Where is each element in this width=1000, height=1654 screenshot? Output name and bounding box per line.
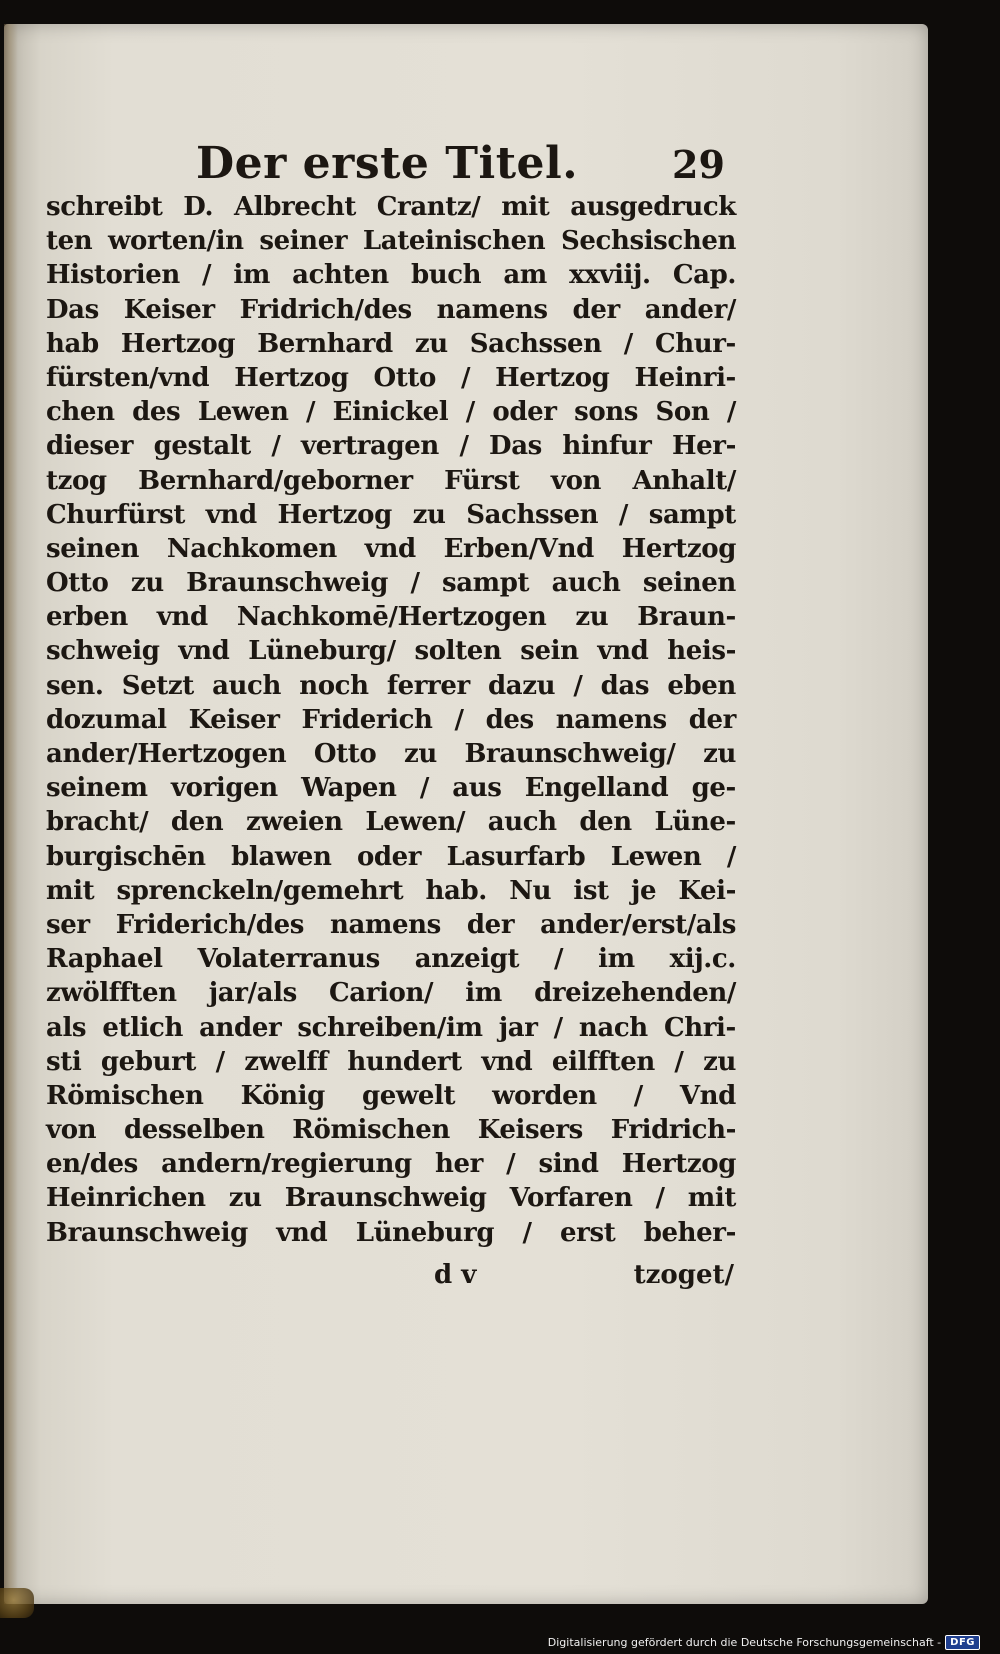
body-text — [46, 190, 736, 1250]
text-line: schweig vnd Lüneburg/ solten sein vnd heis- — [46, 636, 736, 667]
text-line: von desselben Römischen Keisers Fridrich- — [46, 1115, 736, 1146]
running-head: Der erste Titel. — [196, 138, 579, 189]
catchword: tzoget/ — [633, 1259, 734, 1290]
text-line: als etlich ander schreiben/im jar / nach Chri- — [46, 1012, 736, 1043]
text-line: Churfürst vnd Hertzog zu Sachssen / sampt — [46, 499, 736, 530]
attribution-bar — [548, 1632, 980, 1652]
text-line: fürsten/vnd Hertzog Otto / Hertzog Heinri- — [46, 362, 736, 393]
text-line: Braunschweig vnd Lüneburg / erst beher- — [46, 1217, 736, 1248]
text-line: Heinrichen zu Braunschweig Vorfaren / mit — [46, 1183, 736, 1214]
text-line: erben vnd Nachkomē/Hertzogen zu Braun- — [46, 602, 736, 633]
text-line: tzog Bernhard/geborner Fürst von Anhalt/ — [46, 465, 736, 496]
text-line: Otto zu Braunschweig / sampt auch seinen — [46, 568, 736, 599]
text-line: schreibt D. Albrecht Crantz/ mit ausgedruck — [46, 192, 736, 222]
text-line: burgischēn blawen oder Lasurfarb Lewen / — [46, 841, 736, 872]
text-line: hab Hertzog Bernhard zu Sachssen / Chur- — [46, 328, 736, 359]
text-line: seinem vorigen Wapen / aus Engelland ge- — [46, 773, 736, 804]
text-line: dozumal Keiser Friderich / des namens der — [46, 704, 736, 735]
text-line: bracht/ den zweien Lewen/ auch den Lüne- — [46, 807, 736, 838]
attribution-text: Digitalisierung gefördert durch die Deutsche Forschungsgemeinschaft - — [547, 1635, 942, 1649]
text-line: ander/Hertzogen Otto zu Braunschweig/ zu — [46, 739, 736, 769]
text-line: seinen Nachkomen vnd Erben/Vnd Hertzog — [46, 533, 736, 564]
text-line: ten worten/in seiner Lateinischen Sechsischen — [46, 226, 736, 257]
book-page — [4, 24, 928, 1604]
page-footer — [46, 1254, 736, 1296]
text-line: sen. Setzt auch noch ferrer dazu / das eben — [46, 670, 736, 701]
text-line: Römischen König gewelt worden / Vnd — [46, 1080, 736, 1111]
text-line: Das Keiser Fridrich/des namens der ander/ — [46, 294, 736, 325]
text-line: Raphael Volaterranus anzeigt / im xij.c. — [46, 944, 736, 975]
signature-mark: d v — [434, 1259, 477, 1290]
page-edge — [4, 24, 18, 1604]
text-line: dieser gestalt / vertragen / Das hinfur Her- — [46, 431, 736, 462]
text-line: zwölfften jar/als Carion/ im dreizehenden/ — [46, 978, 736, 1009]
page-number: 29 — [672, 142, 725, 187]
text-line: ser Friderich/des namens der ander/erst/als — [46, 909, 736, 940]
text-line: sti geburt / zwelff hundert vnd eilfften / zu — [46, 1046, 736, 1077]
dfg-logo: DFG — [945, 1635, 980, 1650]
text-block — [46, 112, 736, 1296]
text-line: chen des Lewen / Einickel / oder sons Son / — [46, 397, 736, 428]
page-header — [46, 112, 736, 190]
text-line: en/des andern/regierung her / sind Hertzog — [46, 1149, 736, 1180]
text-line: mit sprenckeln/gemehrt hab. Nu ist je Kei- — [46, 875, 736, 906]
binding-clasp — [0, 1588, 34, 1618]
text-line: Historien / im achten buch am xxviij. Cap. — [46, 260, 736, 291]
